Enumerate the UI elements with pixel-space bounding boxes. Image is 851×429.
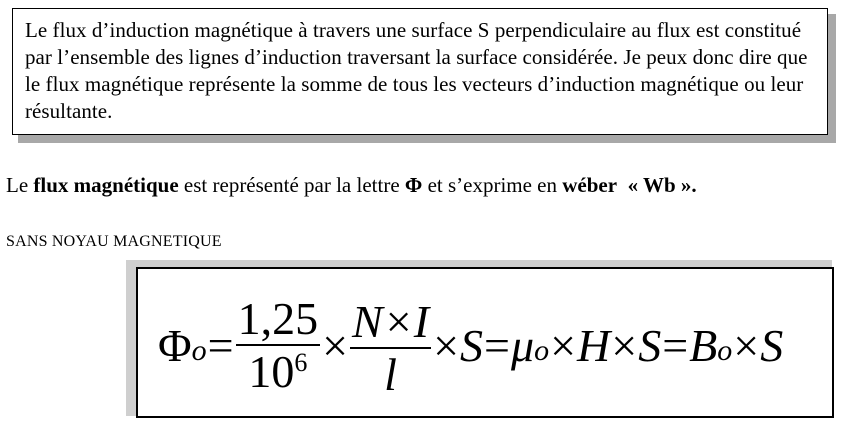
surface-symbol: S (638, 319, 662, 371)
times-sign: × (433, 319, 460, 371)
sentence-bold-term: flux magnétique (33, 173, 179, 197)
sentence-part: Le (6, 173, 34, 197)
times-sign: × (733, 319, 760, 371)
surface-symbol: S (760, 319, 784, 371)
fraction-denominator (248, 346, 307, 405)
fraction-numerator: N×I (352, 296, 430, 347)
sentence-bold-unit-name: wéber (562, 173, 618, 197)
denominator-exponent: 6 (294, 347, 308, 377)
times-sign: × (550, 319, 577, 371)
definition-text: Le flux d’induction magnétique à travers une surface S perpendiculaire au flux est constitué par l’ensemble des lignes d’induction traversant la surface considérée. Je peux donc dire que le flux magnétique représente la somme de tous les vecteurs d’induction magnétique ou leur résultante. (25, 18, 808, 123)
definition-box (12, 8, 828, 135)
flux-formula (158, 281, 783, 409)
subscript-o: o (534, 334, 550, 367)
formula-box (136, 267, 834, 418)
fraction-ni-over-l (350, 297, 431, 401)
phi-symbol: Φ (158, 319, 192, 371)
sentence-bold-symbol: Φ (404, 173, 423, 197)
subscript-o: o (191, 334, 207, 367)
times-sign: × (611, 319, 638, 371)
subscript-o: o (717, 334, 733, 367)
surface-symbol: S (460, 319, 484, 371)
sentence-bold-unit-symbol: « Wb ». (627, 173, 697, 197)
flux-sentence (6, 172, 697, 199)
sentence-part: est représenté par la lettre (178, 173, 405, 197)
equals-sign: = (484, 319, 510, 371)
equals-sign: = (207, 319, 234, 371)
mu-symbol: μ (510, 319, 535, 371)
sentence-part (617, 173, 628, 197)
denominator-base: 10 (248, 345, 295, 397)
equals-sign: = (662, 319, 689, 371)
fraction-numerator: 1,25 (237, 292, 319, 344)
fraction-constant (236, 294, 321, 405)
sentence-part: et s’exprime en (422, 173, 563, 197)
section-label: SANS NOYAU MAGNETIQUE (6, 233, 222, 250)
times-sign: × (322, 319, 349, 371)
induction-b-symbol: B (689, 319, 718, 371)
fraction-denominator: l (384, 349, 397, 400)
field-h-symbol: H (577, 319, 611, 371)
